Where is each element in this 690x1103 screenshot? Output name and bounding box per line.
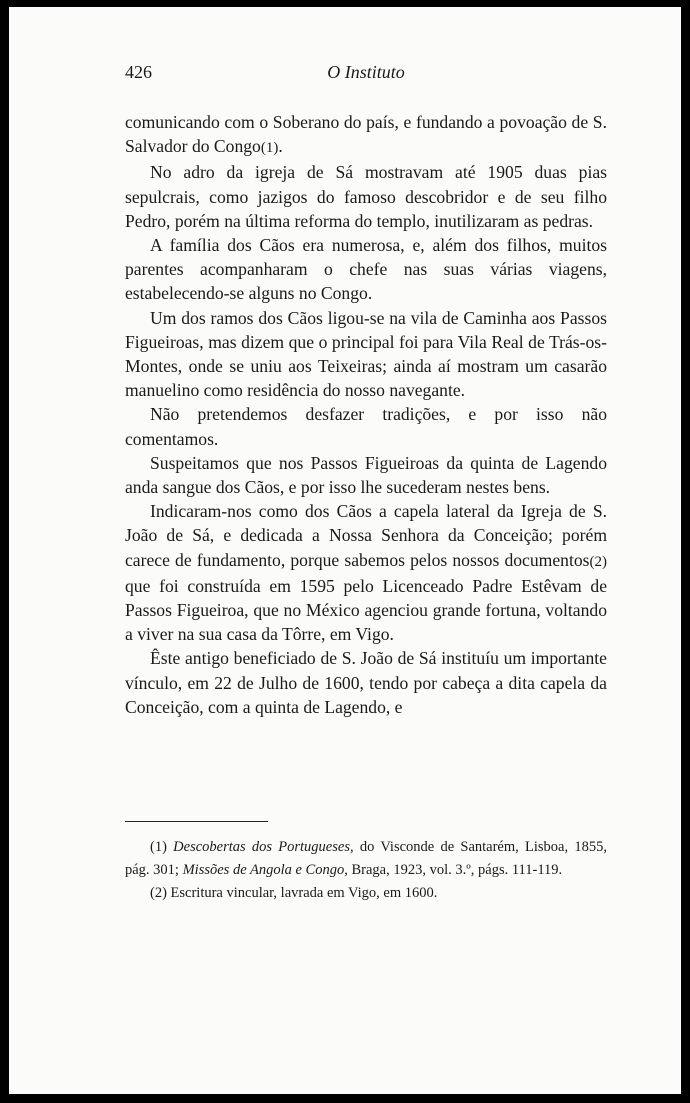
page-number: 426 [125, 62, 152, 82]
page-header [125, 62, 607, 88]
footnote-1-title-2: Missões de Angola e Congo [182, 862, 345, 878]
footnote-1-marker: (1) [150, 839, 174, 855]
paragraph-7-text-b: que foi construída em 1595 pelo Licenceado Padre Estêvam de Passos Figueiroa, que no México agenciou grande fortuna, voltando a viver na sua casa da Tôrre, em Vigo. [125, 575, 607, 645]
paragraph-6: Suspeitamos que nos Passos Figueiroas da quinta de Lagendo anda sangue dos Cãos, e por isso lhe sucederam nestes bens. [125, 452, 607, 498]
running-title: O Instituto [327, 62, 405, 82]
footnote-divider [125, 821, 268, 822]
footnote-1-title-1: Descobertas dos Portugueses [173, 839, 350, 855]
paragraph-7 [125, 499, 607, 646]
paragraph-3: A família dos Cãos era numerosa, e, além dos filhos, muitos parentes acompanharam o chefe nas suas várias viagens, estabelecendo-se alguns no Congo. [125, 235, 607, 304]
paragraph-2: No adro da igreja de Sá mostravam até 1905 duas pias sepulcrais, como jazigos do famoso descobridor e de seu filho Pedro, porém na última reforma do templo, inutilizaram as pedras. [125, 162, 607, 231]
footnote-1-text-2: , Braga, 1923, vol. 3.º, págs. 111-119. [344, 862, 563, 878]
footnote-2: (2) Escritura vincular, lavrada em Vigo, em 1600. [150, 885, 438, 901]
paragraph-1 [125, 110, 607, 160]
paragraph-4: Um dos ramos dos Cãos ligou-se na vila de Caminha aos Passos Figueiroas, mas dizem que o principal foi para Vila Real de Trás-os-Montes, onde se uniu aos Teixeiras; ainda aí mostram um casarão manuelino como residência do nosso navegante. [125, 307, 607, 401]
footnotes [125, 836, 607, 905]
paragraph-7-text-a: Indicaram-nos como dos Cãos a capela lateral da Igreja de S. João de Sá, e dedicada a Nossa Senhora da Conceição; porém carece de fundamento, porque sabemos pelos nossos documentos [125, 501, 607, 570]
body-text [125, 110, 607, 719]
paragraph-1-end: . [278, 136, 283, 157]
footnote-1 [125, 836, 607, 882]
paragraph-5: Não pretendemos desfazer tradições, e por isso não comentamos. [125, 404, 607, 449]
footnote-1-text-1: , do Visconde de Santarém, Lisboa, 1855, pág. 301; [125, 839, 607, 878]
paragraph-1-text: comunicando com o Soberano do país, e fundando a povoação de S. Salvador do Congo [125, 112, 607, 157]
paragraph-8: Êste antigo beneficiado de S. João de Sá instituíu um importante vínculo, em 22 de Julho de 1600, tendo por cabeça a dita capela da Conceição, com a quinta de Lagendo, e [125, 648, 607, 717]
footnote-ref-1: (1) [260, 140, 279, 157]
footnote-ref-2: (2) [589, 553, 607, 570]
